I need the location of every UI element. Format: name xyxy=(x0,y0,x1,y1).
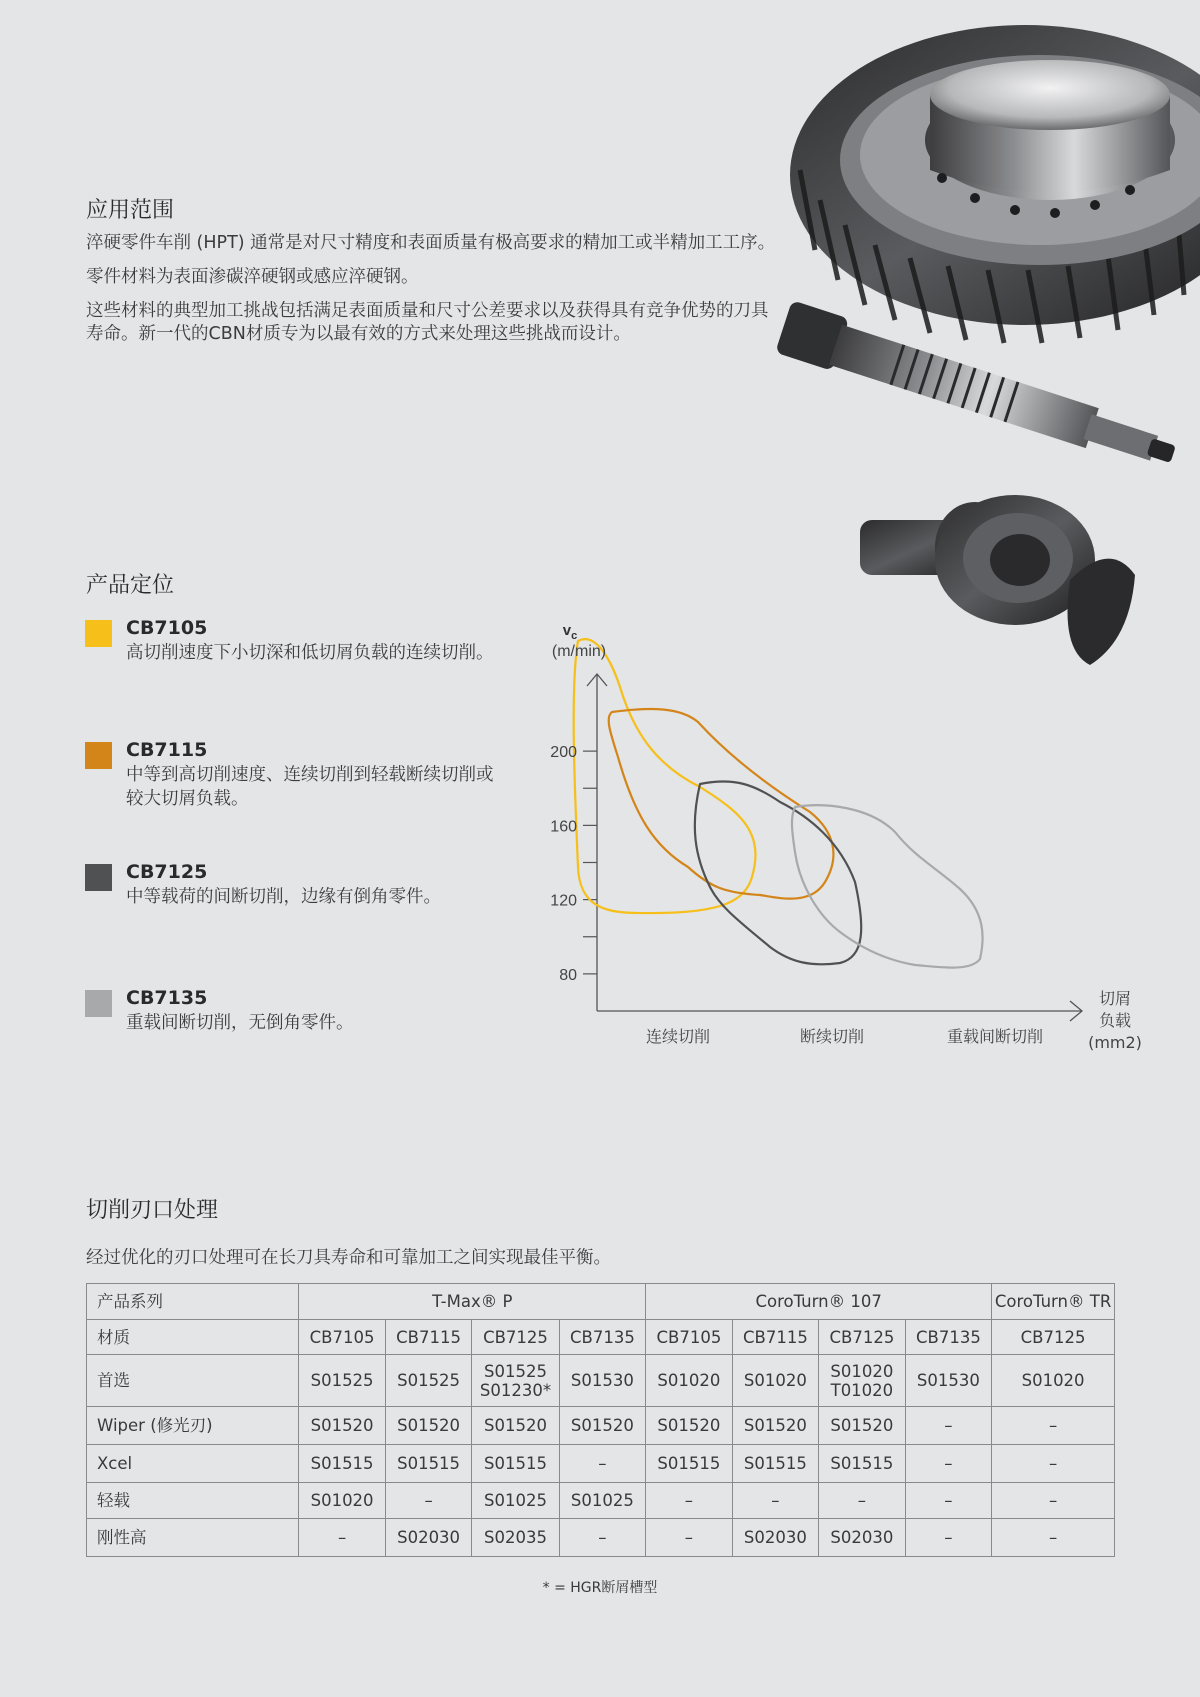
legend-swatch xyxy=(85,742,112,769)
table-grade-header: CB7115 xyxy=(732,1320,819,1355)
table-cell: S02030 xyxy=(819,1519,906,1557)
table-body xyxy=(87,1355,1115,1557)
application-paragraph: 这些材料的典型加工挑战包括满足表面质量和尺寸公差要求以及获得具有竞争优势的刀具寿命。新一代的CBN材质专为以最有效的方式来处理这些挑战而设计。 xyxy=(86,301,769,344)
table-cell: S01525 xyxy=(385,1355,472,1407)
table-row-label: Xcel xyxy=(87,1445,299,1483)
table-grade-header: CB7125 xyxy=(472,1320,559,1355)
table-cell: – xyxy=(646,1519,733,1557)
table-cell: S01025 xyxy=(559,1483,646,1519)
y-tick-label: 200 xyxy=(550,744,577,762)
table-grade-header: CB7105 xyxy=(646,1320,733,1355)
table-cell: – xyxy=(992,1407,1115,1445)
chart-y-ticks xyxy=(583,751,597,974)
y-tick-label: 120 xyxy=(550,892,577,910)
y-axis-label: $v_c$ xyxy=(562,622,578,642)
chart-axes xyxy=(587,674,1082,1021)
table-cell: S01525 xyxy=(299,1355,386,1407)
table-cell: S01525 S01230* xyxy=(472,1355,559,1407)
legend-grade-desc: 高切削速度下小切深和低切屑负载的连续切削。 xyxy=(126,643,494,663)
table-cell: – xyxy=(646,1483,733,1519)
table-cell: S01520 xyxy=(472,1407,559,1445)
legend-grade-desc: 中等载荷的间断切削，边缘有倒角零件。 xyxy=(126,887,441,907)
section-title-application: 应用范围 xyxy=(86,198,175,223)
table-cell: S01515 xyxy=(385,1445,472,1483)
table-cell: – xyxy=(559,1445,646,1483)
table-cell: – xyxy=(992,1519,1115,1557)
table-cell: – xyxy=(905,1519,992,1557)
table-cell: S01515 xyxy=(819,1445,906,1483)
table-cell: – xyxy=(732,1483,819,1519)
table-cell: S01520 xyxy=(732,1407,819,1445)
legend-swatch xyxy=(85,864,112,891)
spline-shaft xyxy=(775,300,1182,479)
legend-grade-name: CB7105 xyxy=(126,617,208,639)
table-row xyxy=(87,1407,1115,1445)
table-row-label: Wiper (修光刃) xyxy=(87,1407,299,1445)
table-cell: S02030 xyxy=(385,1519,472,1557)
table-cell: S01020 T01020 xyxy=(819,1355,906,1407)
y-tick-label: 80 xyxy=(559,966,577,984)
chart-area-cb7125 xyxy=(695,781,861,964)
x-category-label: 重载间断切削 xyxy=(946,1027,1044,1046)
table-cell: S01520 xyxy=(559,1407,646,1445)
table-cell: – xyxy=(559,1519,646,1557)
table-cell: S01020 xyxy=(646,1355,733,1407)
table-header-label: 材质 xyxy=(87,1320,299,1355)
x-axis-label: 负载 xyxy=(1098,1011,1132,1030)
table-cell: S01020 xyxy=(299,1483,386,1519)
legend-swatch xyxy=(85,990,112,1017)
table-cell: – xyxy=(905,1483,992,1519)
table-cell: – xyxy=(905,1407,992,1445)
legend-item-cb7115 xyxy=(85,739,545,819)
table-group-header: T-Max® P xyxy=(299,1284,646,1320)
table-grade-header: CB7125 xyxy=(992,1320,1115,1355)
table-cell: – xyxy=(992,1483,1115,1519)
table-cell: S01025 xyxy=(472,1483,559,1519)
x-category-label: 连续切削 xyxy=(645,1027,711,1046)
table-footnote: * = HGR断屑槽型 xyxy=(542,1580,658,1596)
application-paragraph: 零件材料为表面渗碳淬硬钢或感应淬硬钢。 xyxy=(86,267,419,287)
table-cell: – xyxy=(905,1445,992,1483)
table-cell: S01515 xyxy=(646,1445,733,1483)
edge-treatment-table xyxy=(86,1283,1115,1557)
table-header-grades xyxy=(87,1320,1115,1355)
table-cell: S01520 xyxy=(299,1407,386,1445)
x-axis-label: (mm2) xyxy=(1088,1033,1142,1052)
table-cell: – xyxy=(819,1483,906,1519)
legend-grade-desc: 重载间断切削，无倒角零件。 xyxy=(126,1013,354,1033)
table-header-label: 产品系列 xyxy=(87,1284,299,1320)
table-row-label: 轻载 xyxy=(87,1483,299,1519)
ring-gear xyxy=(790,25,1200,343)
table-header-series xyxy=(87,1284,1115,1320)
table-row xyxy=(87,1483,1115,1519)
table-cell: – xyxy=(299,1519,386,1557)
legend-item-cb7125 xyxy=(85,861,545,921)
table-cell: S01515 xyxy=(299,1445,386,1483)
table-grade-header: CB7115 xyxy=(385,1320,472,1355)
legend-grade-desc: 中等到高切削速度、连续切削到轻载断续切削或较大切屑负载。 xyxy=(126,765,494,809)
table-row-label: 刚性高 xyxy=(87,1519,299,1557)
section-title-positioning: 产品定位 xyxy=(86,573,175,598)
y-axis-label-sub: c xyxy=(571,630,578,642)
x-axis-label: 切屑 xyxy=(1098,989,1132,1008)
table-cell: S01515 xyxy=(472,1445,559,1483)
product-photo xyxy=(770,0,1200,680)
table-cell: S01020 xyxy=(732,1355,819,1407)
legend-item-cb7105 xyxy=(85,617,545,677)
legend-grade-name: CB7115 xyxy=(126,739,208,761)
table-group-header: CoroTurn® TR xyxy=(992,1284,1115,1320)
chart-labels xyxy=(550,622,1142,1052)
edge-intro: 经过优化的刃口处理可在长刀具寿命和可靠加工之间实现最佳平衡。 xyxy=(86,1248,611,1268)
application-paragraph: 淬硬零件车削 (HPT) 通常是对尺寸精度和表面质量有极高要求的精加工或半精加工工序。 xyxy=(86,233,776,253)
table-cell: – xyxy=(385,1483,472,1519)
table-cell: S01520 xyxy=(646,1407,733,1445)
table-cell: S01515 xyxy=(732,1445,819,1483)
table-cell: S01020 xyxy=(992,1355,1115,1407)
application-text xyxy=(86,232,776,346)
x-category-label: 断续切削 xyxy=(799,1027,865,1046)
legend-item-cb7135 xyxy=(85,987,545,1047)
table-cell: S01520 xyxy=(819,1407,906,1445)
table-grade-header: CB7105 xyxy=(299,1320,386,1355)
table-row xyxy=(87,1355,1115,1407)
table-cell: S02030 xyxy=(732,1519,819,1557)
table-row-label: 首选 xyxy=(87,1355,299,1407)
section-title-edge: 切削刃口处理 xyxy=(86,1198,219,1223)
table-cell: S01520 xyxy=(385,1407,472,1445)
positioning-chart xyxy=(540,615,1160,1065)
chart-areas xyxy=(574,639,983,967)
y-axis-unit: (m/min) xyxy=(551,643,607,660)
y-tick-label: 160 xyxy=(550,818,577,836)
table-grade-header: CB7135 xyxy=(905,1320,992,1355)
table-cell: – xyxy=(992,1445,1115,1483)
table-group-header: CoroTurn® 107 xyxy=(646,1284,992,1320)
table-grade-header: CB7135 xyxy=(559,1320,646,1355)
legend-grade-name: CB7125 xyxy=(126,861,208,883)
gear-parts-image xyxy=(770,0,1200,680)
table-cell: S02035 xyxy=(472,1519,559,1557)
table-cell: S01530 xyxy=(905,1355,992,1407)
legend-swatch xyxy=(85,620,112,647)
table-row xyxy=(87,1519,1115,1557)
chart-area-cb7105 xyxy=(574,639,756,913)
table-grade-header: CB7125 xyxy=(819,1320,906,1355)
table-cell: S01530 xyxy=(559,1355,646,1407)
table-row xyxy=(87,1445,1115,1483)
legend-grade-name: CB7135 xyxy=(126,987,208,1009)
